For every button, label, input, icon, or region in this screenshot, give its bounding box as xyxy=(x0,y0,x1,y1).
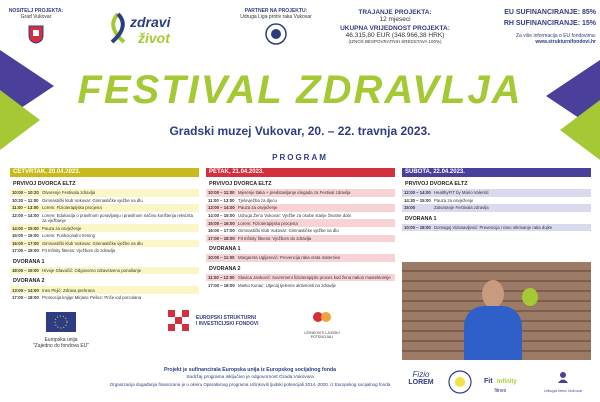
schedule-row: 16:00 – 17:00 Gimnastički klub Vukovar: Gimnastičke vježbe na dlu xyxy=(10,240,199,248)
uljp-logo-icon xyxy=(312,308,332,326)
schedule-list xyxy=(206,254,395,262)
ribbon-logo-icon xyxy=(108,12,128,44)
schedule-row: 11:00 – 13:00 Lorem: Fizioterapijska procjena xyxy=(10,204,199,212)
uljp-caption: UČINKOVITI LJUDSKI POTENCIJALI xyxy=(304,331,340,339)
trainer-photo xyxy=(402,262,591,360)
schedule-row: 14:00 – 15:00 Udruga Ženo Vukovar: Vježbe za osobe starije životne dobi xyxy=(208,213,351,219)
schedule-row: 17:00 – 18:00 Fit Infinity fitness: Vježbom do zdravlja xyxy=(12,248,116,254)
vukovar-coat-of-arms-icon xyxy=(28,24,44,44)
footer-line-1: Projekt je sufinancirala Europska unija iz Europskog socijalnog fonda xyxy=(163,367,337,373)
schedule-row: 12:00 – 14:00 Lorem: Edukacija o pravilnom poravljanju i pravilnom načinu korištenja rekvizita za vježbanje xyxy=(12,213,193,224)
schedule-row: 15:00 – 16:00 Lorem: Funkcionalni trening xyxy=(12,233,96,239)
eu-caption-2: "Zajedno do fondova EU" xyxy=(32,343,90,349)
nositelj-block xyxy=(0,8,72,46)
schedule-list xyxy=(10,189,199,255)
footer-text xyxy=(100,367,400,387)
schedule-row: 10:00 – 11:00 Margareta Ugljarević: Prevencija raka vrata maternice xyxy=(206,254,395,262)
schedule-list xyxy=(206,189,395,242)
partner-block xyxy=(232,8,320,47)
eu-sufinanciranje: EU SUFINANCIRANJE: 85% xyxy=(504,9,596,16)
eu-flag-block xyxy=(26,312,96,349)
liga-protiv-raka-logo-icon xyxy=(265,23,287,45)
schedule-row: 15:00 Zatvaranje Festivala zdravlja xyxy=(402,204,591,212)
day-column-saturday xyxy=(402,168,591,231)
croatia-checker-icon xyxy=(168,310,190,332)
person-shirt xyxy=(464,306,522,360)
udruga-zena-logo: Udruga žena Vukovar xyxy=(534,370,592,393)
logo-circle-icon xyxy=(522,288,538,306)
schedule-row: 10:00 – 11:00 Mjerenje tlaka + predstavljanje idegada za Festival zdravlja xyxy=(206,189,395,197)
fit-infinity-logo: Fit Infinity fitnes xyxy=(484,378,517,394)
vrijednost-note: (IZNOS BESPOVRATNIH SREDSTAVA 100%) xyxy=(348,39,442,44)
venue-label: PRVIVOJ DVORCA ELTZ xyxy=(405,181,468,187)
venue-label: PRVIVOJ DVORCA ELTZ xyxy=(13,181,76,187)
day-header: PETAK, 21.04.2023. xyxy=(206,168,395,177)
schedule-list xyxy=(10,267,199,275)
person-head xyxy=(482,280,504,308)
program-label: PROGRAM xyxy=(272,153,328,162)
esif-line-2: I INVESTICIJSKI FONDOVI xyxy=(196,321,259,327)
funding-block xyxy=(480,9,596,45)
vrijednost-value: 46.315,80 EUR (348.966,38 HRK) xyxy=(345,32,445,39)
fizio-lorem-logo: Fizio LOREM xyxy=(408,370,434,386)
footer-line-2: Sadržaj programa isključivo je odgovornost Grada Vukovara xyxy=(186,375,314,380)
schedule-row: 10:00 – 18:00 Domagoj Vidosavljević: Prevencija i rano otkrivanje raka dojke xyxy=(402,224,591,232)
schedule-row: 12:00 – 14:00 HealthyFIT by Mario Valentić xyxy=(402,189,591,197)
esif-line-1: EUROPSKI STRUKTURNI xyxy=(196,315,257,321)
day-column-thursday xyxy=(10,168,199,302)
venue-label: DVORANA 1 xyxy=(13,258,45,265)
schedule-row: 16:00 – 17:00 Gimnastički klub Vukovar: Gimnastičke vježbe na dlu xyxy=(208,228,339,234)
schedule-row: 10:00 – 10:20 Otvorenje Festivala zdravlja xyxy=(10,189,199,197)
schedule-list xyxy=(206,274,395,289)
rh-sufinanciranje: RH SUFINANCIRANJE: 15% xyxy=(503,20,596,27)
schedule-list xyxy=(402,224,591,232)
info-link[interactable]: www.strukturnifondovi.hr xyxy=(535,39,596,45)
logo-text-zdravi: zdravi xyxy=(130,14,171,30)
eu-flag-icon xyxy=(46,312,76,332)
nositelj-name: Grad Vukovar xyxy=(20,14,52,20)
project-info-block xyxy=(330,9,460,44)
schedule-row: 17:00 – 18:00 Marko Kunac: Utjecaj tjelesne aktivnosti na zdravlje xyxy=(208,282,336,288)
schedule-row: 18:00 – 19:00 Hrvoje Glavačić: Odgovorno zdravstveno ponašanje xyxy=(10,267,199,275)
schedule-row: 13:00 – 14:00 Ines Pejić: Zdrava prehrana xyxy=(10,286,199,294)
vrijednost-label: UKUPNA VRIJEDNOST PROJEKTA: xyxy=(340,25,450,32)
trajanje-label: TRAJANJE PROJEKTA: xyxy=(358,9,432,16)
schedule-row: 11:00 – 12:00 Slavica Janković: Suvremeni fizioterapijski proces kod žena nakon mastektomije xyxy=(206,274,395,282)
partner-name: Udruga Liga protiv raka Vukovar xyxy=(240,14,312,20)
venue-label: DVORANA 1 xyxy=(405,215,437,222)
eu-caption-1: Europska unija xyxy=(44,337,78,343)
partner-logos xyxy=(406,368,596,398)
schedule-row: 13:00 – 14:00 Pauza za osvježenje xyxy=(206,204,395,212)
schedule-row: 17:00 – 18:00 Fit Infinity fitness: Vježbom do zdravlja xyxy=(206,235,395,243)
footer-line-3: Organizacija događanja financirana je u okviru Operativnog programa Učinkoviti ljudski potencijali 2014.-2020. iz Europskog socijalnog fonda xyxy=(109,382,391,387)
gymnastics-club-logo-icon xyxy=(448,370,472,394)
woman-silhouette-icon xyxy=(556,371,570,383)
info-line-1: Za više informacija o EU fondovima: xyxy=(515,33,596,39)
schedule-row: 17:00 – 18:00 Promocija knjige Mirjane Pešec: Priče iod porculana xyxy=(12,295,142,301)
schedule-row: 10:20 – 11:00 Gimnastički klub Vukovar: Gimnastičke vježbe na dlu xyxy=(12,197,143,203)
venue-label: DVORANA 2 xyxy=(209,265,241,272)
festival-subtitle: Gradski muzej Vukovar, 20. – 22. travnja 2023. xyxy=(169,124,431,138)
trajanje-value: 12 mjeseci xyxy=(379,16,411,23)
schedule-row: 11:00 – 13:00 Tjelovježba za djecu xyxy=(208,197,277,203)
venue-label: DVORANA 1 xyxy=(209,246,241,253)
day-header: ČETVRTAK, 20.04.2023. xyxy=(10,168,199,177)
logo-text-zivot: život xyxy=(138,30,170,46)
schedule-row: 14:00 – 15:00 Pauza za osvježenje xyxy=(10,224,199,232)
uljp-block xyxy=(302,308,342,339)
schedule-row: 14:30 – 15:00 Pauza za osvježenje xyxy=(404,197,474,203)
nositelj-label: NOSITELJ PROJEKTA: xyxy=(8,8,64,14)
schedule-list xyxy=(10,286,199,301)
day-header: SUBOTA, 22.04.2023. xyxy=(402,168,591,177)
schedule-row: 15:00 – 16:00 Lorem: Fizioterapijska procjena xyxy=(206,219,395,227)
venue-label: PRVIVOJ DVORCA ELTZ xyxy=(209,181,272,187)
festival-title: FESTIVAL ZDRAVLJA xyxy=(77,68,523,112)
schedule-list xyxy=(402,189,591,212)
venue-label: DVORANA 2 xyxy=(13,278,45,285)
day-column-friday xyxy=(206,168,395,289)
partner-label: PARTNER NA PROJEKTU: xyxy=(244,8,308,14)
